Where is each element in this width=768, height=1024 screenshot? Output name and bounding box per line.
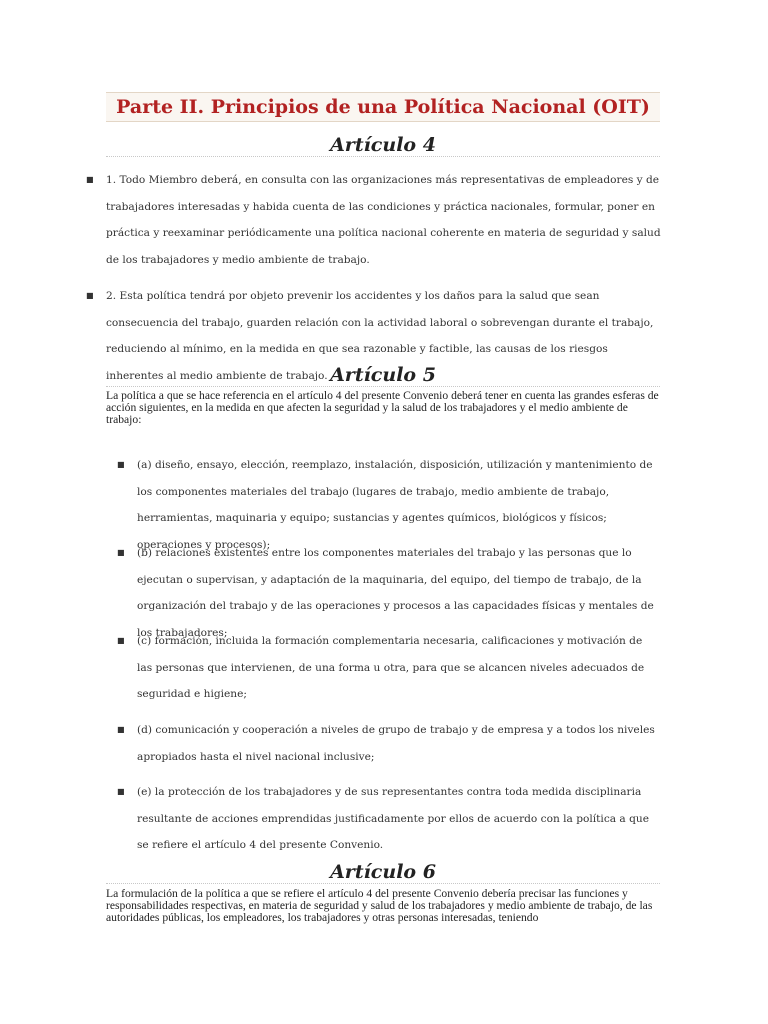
bullet-icon: ■ [117, 460, 125, 469]
article-6-heading: Artículo 6 [106, 859, 660, 884]
list-item: ■ 1. Todo Miembro deberá, en consulta con las organizaciones más representativas de empleadores y de trabajadores interesadas y habida cuenta de las condiciones y práctica nacionales, formular, poner en práctica y reexaminar periódicamente una política nacional coherente en materia de seguridad y salud de los trabajadores y medio ambiente de trabajo. [106, 167, 664, 273]
page-title: Parte II. Principios de una Política Nacional (OIT) [106, 92, 660, 122]
list-item: ■ (a) diseño, ensayo, elección, reemplazo, instalación, disposición, utilización y mantenimiento de los componentes materiales del trabajo (lugares de trabajo, medio ambiente de trabajo, herramientas, maquinaria y equipo; sustancias y agentes químicos, biológicos y físicos; operaciones y procesos); [137, 452, 657, 558]
list-item: ■ (d) comunicación y cooperación a niveles de grupo de trabajo y de empresa y a todos los niveles apropiados hasta el nivel nacional inclusive; [137, 717, 657, 770]
list-item: ■ (b) relaciones existentes entre los componentes materiales del trabajo y las personas que lo ejecutan o supervisan, y adaptación de la maquinaria, del equipo, del tiempo de trabajo, de la organización del trabajo y de las operaciones y procesos a las capacidades físicas y mentales de los trabajadores; [137, 540, 657, 646]
article-6-intro: La formulación de la política a que se refiere el artículo 4 del presente Convenio debería precisar las funciones y responsabilidades respectivas, en materia de seguridad y salud de los trabajadores y medio ambiente de trabajo, de las autoridades públicas, los empleadores, los trabajadores y otras personas interesadas, teniendo [106, 887, 653, 924]
bullet-icon: ■ [117, 725, 125, 734]
bullet-icon: ■ [86, 291, 94, 300]
bullet-icon: ■ [86, 175, 94, 184]
list-item: ■ (c) formación, incluida la formación complementaria necesaria, calificaciones y motivación de las personas que intervienen, de una forma u otra, para que se alcancen niveles adecuados de seguridad e higiene; [137, 628, 657, 708]
bullet-icon: ■ [117, 787, 125, 796]
article-5-intro: La política a que se hace referencia en el artículo 4 del presente Convenio deberá tener en cuenta las grandes esferas de acción siguientes, en la medida en que afecten la seguridad y la salud de los trabajadores y el medio ambiente de trabajo: [106, 389, 659, 426]
article-4-heading: Artículo 4 [106, 132, 660, 157]
article-5-heading: Artículo 5 [106, 362, 660, 387]
list-item: ■ 2. Esta política tendrá por objeto prevenir los accidentes y los daños para la salud que sean consecuencia del trabajo, guarden relación con la actividad laboral o sobrevengan durante el trabajo, reduciendo al mínimo, en la medida en que sea razonable y factible, las causas de los riesgos inherentes al medio ambiente de trabajo. [106, 283, 664, 389]
list-item: ■ (e) la protección de los trabajadores y de sus representantes contra toda medida disciplinaria resultante de acciones emprendidas justificadamente por ellos de acuerdo con la política a que se refiere el artículo 4 del presente Convenio. [137, 779, 657, 859]
bullet-icon: ■ [117, 548, 125, 557]
bullet-icon: ■ [117, 636, 125, 645]
